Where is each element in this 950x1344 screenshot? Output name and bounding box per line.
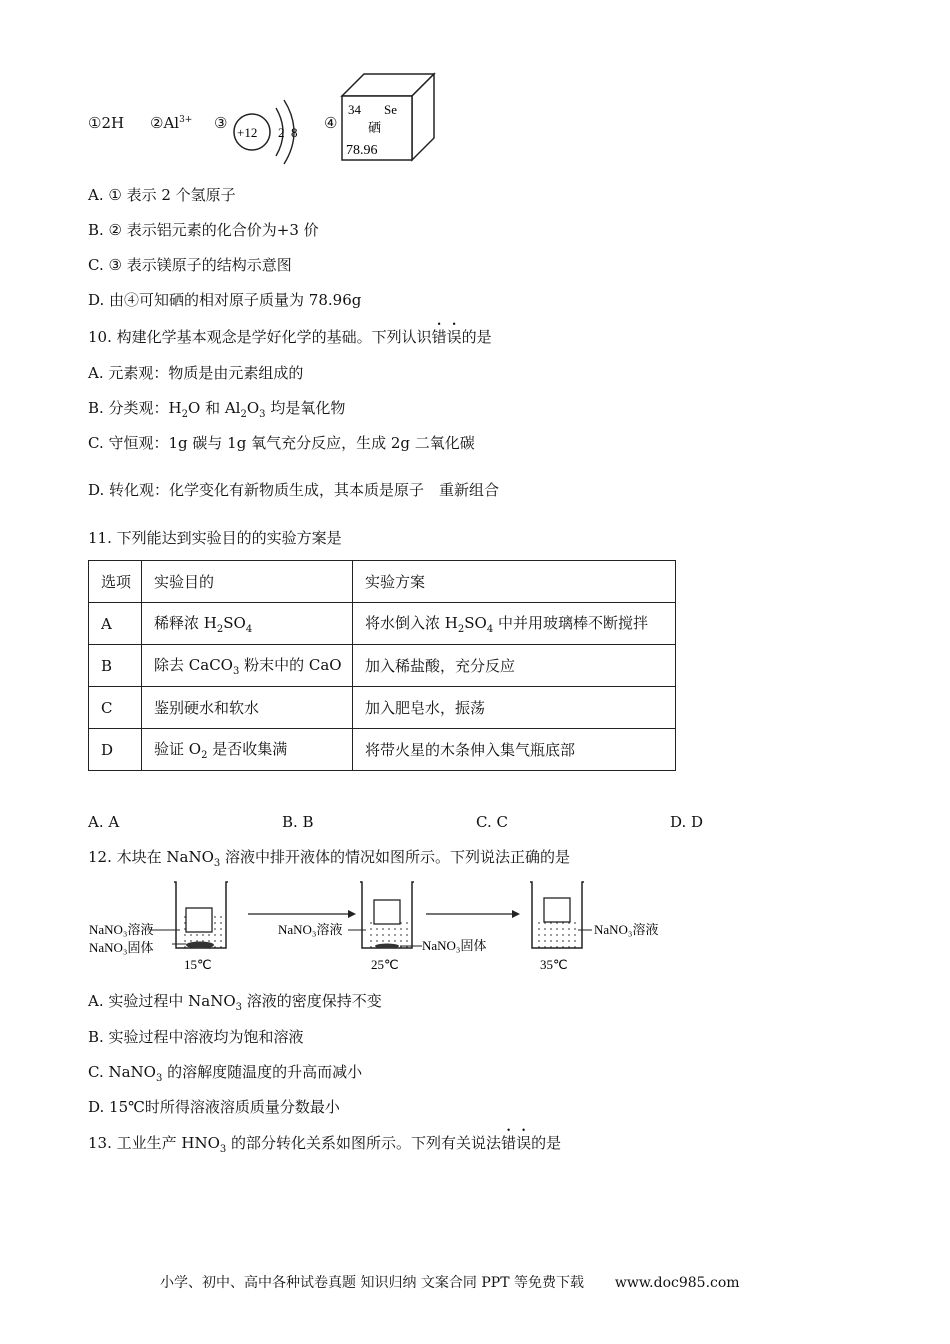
q9-option-c: C. ③ 表示镁原子的结构示意图 [88, 256, 292, 274]
beaker-25c [278, 882, 486, 972]
q9-option-d: D. 由④可知硒的相对原子质量为 78.96g [88, 291, 362, 309]
table-cell-option: B [89, 645, 142, 687]
beaker-35c [530, 882, 658, 972]
table-cell-goal: 稀释浓 $H_2SO_4$ [142, 603, 353, 645]
wood-block [544, 898, 570, 922]
footer-url[interactable]: www.doc985.com [614, 1275, 740, 1291]
temp-label-3: 35℃ [540, 957, 568, 972]
q10-option-a: A. 元素观：物质是由元素组成的 [88, 364, 304, 382]
table-cell-goal: 除去 CaCO$_3$ 粉末中的 CaO [142, 645, 353, 687]
table-cell-option: C [89, 687, 142, 729]
table-cell-goal: 验证 $O_2$ 是否收集满 [142, 729, 353, 771]
solution-label-3: NaNO₃溶液 [594, 922, 659, 937]
table-cell-goal: 鉴别硬水和软水 [142, 687, 353, 729]
atomic-mass: 78.96 [346, 143, 378, 158]
nano3-solid [186, 942, 214, 949]
table-header-row [89, 561, 676, 603]
emphasis-char: 错 [501, 1134, 517, 1152]
q11-answer-c: C. C [476, 813, 508, 831]
emphasis-char: 误 [516, 1134, 532, 1152]
q10-option-c: C. 守恒观：1g 碳与 1g 氧气充分反应，生成 2g 二氧化碳 [88, 434, 475, 452]
q12-option-b: B. 实验过程中溶液均为饱和溶液 [88, 1028, 304, 1046]
table-cell-plan: 加入稀盐酸，充分反应 [353, 645, 676, 687]
q9-item-3-label: ③ [214, 114, 228, 132]
nano3-solid [375, 944, 399, 949]
table-row [89, 645, 676, 687]
q10-option-b: B. 分类观：$H_2O$ 和 $Al_2O_3$ 均是氧化物 [88, 399, 346, 420]
q12-option-c: C. NaNO$_3$ 的溶解度随温度的升高而减小 [88, 1063, 363, 1084]
magnesium-atom-structure-diagram [228, 96, 308, 168]
shell-2-count: 8 [291, 125, 298, 140]
q9-item-2: $②Al^{3+}$ [150, 114, 193, 132]
table-header-cell: 实验方案 [353, 561, 676, 603]
q11-answer-d: D. D [670, 813, 704, 831]
table-cell-option: A [89, 603, 142, 645]
wood-block [186, 908, 212, 932]
q9-item-1: ①2H [88, 114, 125, 132]
page-footer [160, 1272, 740, 1292]
table-header-cell: 选项 [89, 561, 142, 603]
emphasis-char: 误 [446, 328, 462, 346]
beaker-15c [89, 882, 228, 972]
q12-option-a: A. 实验过程中 NaNO$_3$ 溶液的密度保持不变 [88, 992, 382, 1013]
q10-stem: 10. 构建化学基本观念是学好化学的基础。下列认识错误的是 [88, 328, 492, 346]
wood-block [374, 900, 400, 924]
q11-answer-a: A. A [88, 813, 120, 831]
table-cell-plan: 将带火星的木条伸入集气瓶底部 [353, 729, 676, 771]
selenium-element-cell [338, 72, 438, 164]
q10-option-d: D. 转化观：化学变化有新物质生成，其本质是原子 重新组合 [88, 481, 500, 499]
q9-option-b: B. ② 表示铝元素的化合价为+3 价 [88, 221, 319, 239]
table-cell-plan: 加入肥皂水，振荡 [353, 687, 676, 729]
solid-label-2: NaNO₃固体 [422, 938, 487, 953]
table-cell-option: D [89, 729, 142, 771]
q13-stem: 13. 工业生产 $HNO_3$ 的部分转化关系如图所示。下列有关说法错误的是 [88, 1134, 562, 1155]
q11-stem: 11. 下列能达到实验目的的实验方案是 [88, 529, 342, 547]
experiment-table [88, 560, 676, 771]
footer-text: 小学、初中、高中各种试卷真题 知识归纳 文案合同 PPT 等免费下载 [160, 1275, 584, 1291]
solution-label-2: NaNO₃溶液 [278, 922, 343, 937]
q12-option-d: D. 15℃时所得溶液溶质质量分数最小 [88, 1098, 340, 1116]
q9-option-a: A. ① 表示 2 个氢原子 [88, 186, 236, 204]
wood-block-beaker-figure [80, 872, 680, 976]
solution-label-1: NaNO₃溶液 [89, 922, 154, 937]
emphasis-char: 错 [431, 328, 447, 346]
q9-item-4-label: ④ [324, 114, 338, 132]
temp-label-1: 15℃ [184, 957, 212, 972]
q12-stem: 12. 木块在 NaNO$_3$ 溶液中排开液体的情况如图所示。下列说法正确的是 [88, 848, 571, 869]
element-symbol: Se [384, 102, 397, 117]
atomic-number: 34 [348, 102, 361, 117]
table-row [89, 687, 676, 729]
temp-label-2: 25℃ [371, 957, 399, 972]
element-name: 硒 [368, 121, 382, 136]
shell-1-count: 2 [278, 125, 285, 140]
table-cell-plan: 将水倒入浓 $H_2SO_4$ 中并用玻璃棒不断搅拌 [353, 603, 676, 645]
table-row [89, 603, 676, 645]
q11-answer-b: B. B [282, 813, 314, 831]
table-header-cell: 实验目的 [142, 561, 353, 603]
solid-label-1: NaNO₃固体 [89, 940, 154, 955]
nucleus-charge: +12 [237, 125, 258, 140]
table-row [89, 729, 676, 771]
